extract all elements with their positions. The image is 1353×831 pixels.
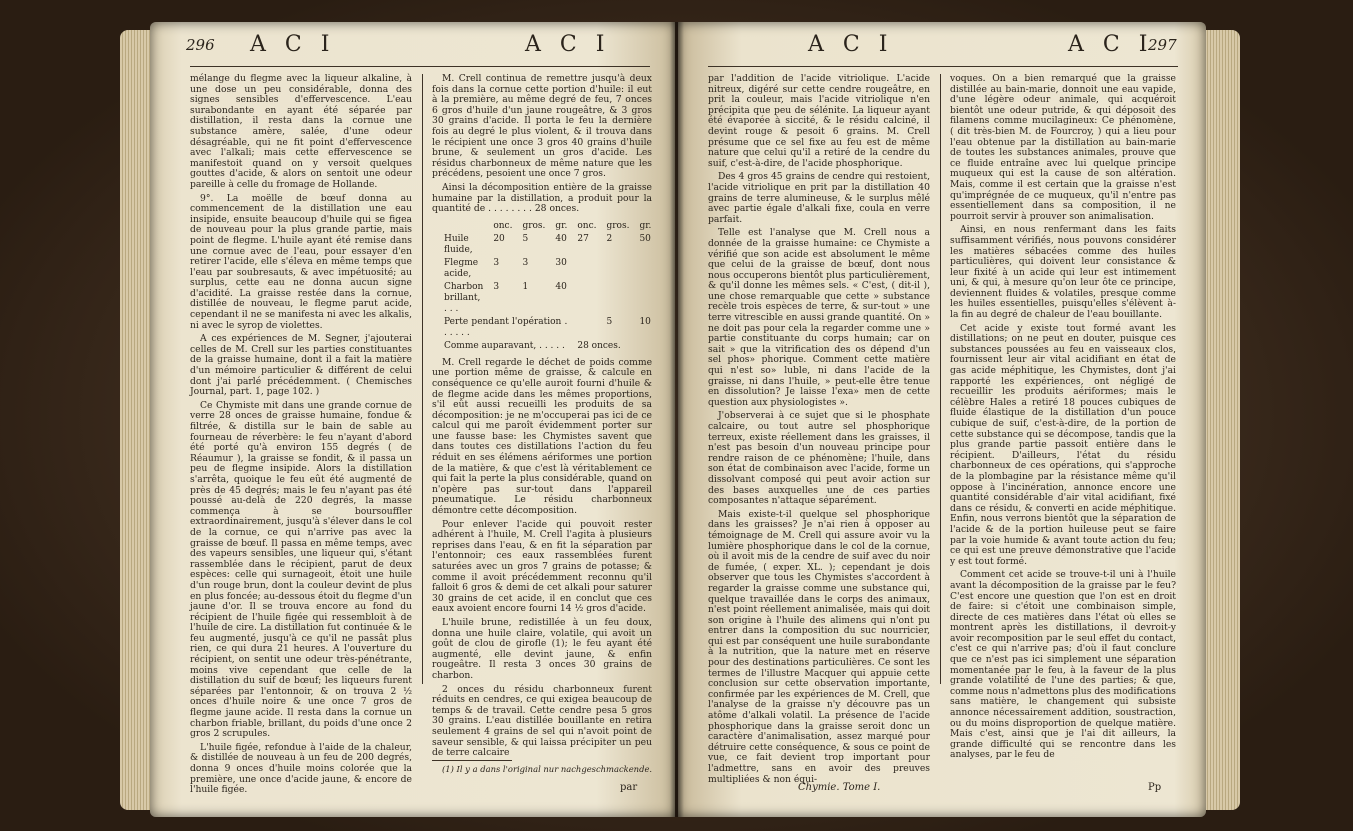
table-row	[440, 234, 655, 256]
head-rule-left	[190, 66, 650, 67]
table-cell: 40	[555, 281, 567, 292]
table-cell: gr.	[555, 220, 568, 231]
right-page	[678, 22, 1206, 817]
page-edges-left	[120, 30, 152, 810]
column-rule-right	[940, 74, 941, 684]
table-cell: 27	[577, 233, 589, 244]
table-cell: onc.	[577, 220, 597, 231]
table-cell: 1	[522, 281, 529, 292]
table-total-row	[440, 341, 655, 352]
paragraph: 9°. La moëlle de bœuf donna au commencement de la distillation une eau insipide, ensuite beaucoup d'huile qui se figea de nouveau pour la plus grande partie, mais point de flegme. L'huile ayant été remise dans une cornue avec de l'eau, pour essayer d'en retirer l'acide, elle s'éleva en même temps que l'eau par soubresauts, & avec impétuosité; au surplus, cette eau ne donna aucun signe d'acidité. La graisse restée dans la cornue, distillée de nouveau, le flegme parut acide, cependant il ne se manifesta ni avec les alkalis, ni avec le syrop de violettes.	[190, 192, 412, 331]
paragraph: Pour enlever l'acide qui pouvoit rester adhérent à l'huile, M. Crell l'agita à plusieurs reprises dans l'eau, & en fit la séparation par l'entonnoir; ces eaux rassemblées furent saturées avec un gros 7 grains de potasse; & comme il avoit précédemment reconnu qu'il falloit 6 gros & demi de cet alkali pour saturer 30 grains de cet acide, il en conclut que ces eaux avoient encore fourni 14 ½ gros d'acide.	[432, 518, 652, 615]
page-edges-right	[1204, 30, 1240, 810]
book-gutter	[670, 22, 684, 817]
paragraph: Mais existe-t-il quelque sel phosphorique dans les graisses? Je n'ai rien à opposer au témoignage de M. Crell qui assure avoir vu la lumière phosphorique dans le col de la cornue, où il avoit mis de la cendre de suif avec du noir de fumée, ( exper. XL. ); cependant je dois observer que tous les Chymistes s'accordent à regarder la graisse comme une substance qui, quelque travaillée dans le corps des animaux, n'est point réellement animalisée, mais qui doit son origine à l'huile des alimens qui n'ont pu entrer dans la composition du suc nourricier, qui est par conséquent une huile surabondante à la nutrition, que la nature met en réserve pour des destinations particulières. Ce sont les termes de l'illustre Macquer qui appuie cette conclusion sur cette observation importante, confirmée par les expériences de M. Crell, que l'analyse de la graisse n'y découvre pas un atôme d'alkali volatil. La présence de l'acide phosphorique dans la graisse seroit donc un caractère d'animalisation, assez marqué pour détruire cette conséquence, & sous ce point de vue, ce fait devient trop important pour l'admettre, sans en avoir des preuves multipliées & non équi-	[708, 508, 930, 785]
table-cell: 3	[522, 257, 529, 268]
table-cell: 5	[606, 316, 613, 327]
distillation-table	[438, 219, 657, 354]
running-head-right-2: A C I	[1068, 32, 1154, 57]
paragraph: A ces expériences de M. Segner, j'ajouterai celles de M. Crell sur les parties constituantes de la graisse humaine, dont il a fait la matière d'un mémoire particulier & différent de celui dont j'ai parlé précédemment. ( Chemisches Journal, part. 1, page 102. )	[190, 333, 412, 398]
table-row	[440, 317, 655, 339]
table-cell: gros.	[606, 220, 630, 231]
left-column-1	[190, 74, 412, 799]
table-cell: 5	[522, 233, 529, 244]
page-number-left: 296	[186, 36, 215, 54]
paragraph: mélange du flegme avec la liqueur alkaline, à une dose un peu considérable, donna des signes sensibles d'effervescence. L'eau surabondante en ayant été séparée par distillation, il resta dans la cornue une substance amère, salée, d'une odeur désagréable, qui ne fit point d'effervescence avec l'alkali; mais cette effervescence se manifestoit quand on y versoit quelques gouttes d'acide, & alors on sentoit une odeur pareille à celle du fromage de Hollande.	[190, 73, 412, 190]
right-column-1	[708, 74, 930, 788]
paragraph: par l'addition de l'acide vitriolique. L'acide nitreux, digéré sur cette cendre rougeâtre, en prit la couleur, mais l'acide vitriolique n'en précipita que peu de sélénite. La liqueur ayant été évaporée à siccité, & le résidu calciné, il devint rouge & pesoit 6 grains. M. Crell présume que ce sel fixe au feu est de même nature que celui qu'il a retiré de la cendre du suif, c'est-à-dire, de l'acide phosphorique.	[708, 73, 930, 169]
table-cell: Perte pendant l'opération . . . . . .	[444, 316, 568, 338]
table-cell: Huile fluide,	[444, 233, 473, 255]
table-cell: 10	[639, 316, 651, 327]
table-cell: 50	[639, 233, 651, 244]
paragraph: Comment cet acide se trouve-t-il uni à l'huile avant la décomposition de la graisse par le feu? C'est encore une question que l'on est en droit de faire: si c'étoit une combinaison simple, directe de ces matières dans l'état où elles se montrent après les distillations, il devroit-y avoir recomposition par le seul effet du contact, c'est ce qui n'arrive pas; d'où il faut conclure que ce n'est pas ici simplement une séparation momentanée par le feu, à la faveur de la plus grande volatilité de l'une des parties; & que, comme nous n'admettons plus des modifications sans matière, le changement qui subsiste annonce nécessairement addition, soustraction, ou du moins disproportion de quelque matière. Mais c'est, ainsi que je l'ai dit ailleurs, la grande difficulté qui se rencontre dans les analyses, par le feu de	[950, 569, 1176, 761]
table-cell: 20	[493, 233, 505, 244]
paragraph: Cet acide y existe tout formé avant les distillations; on ne peut en douter, puisque ces substances poussées au feu en vaisseaux clos, fournissent leur air vital acidifiant en état de gas acide méphitique, les Chymistes, dont j'ai rapporté les expériences, ont négligé de recueillir les produits aériformes; mais le célèbre Hales a retiré 18 pouces cubiques de fluide élastique de la distillation d'un pouce cubique de suif, c'est-à-dire, de la portion de cette substance qui se décompose, tandis que la plus grande partie passoit entière dans le récipient. D'ailleurs, l'état du résidu charbonneux de ces opérations, qui s'approche de la plombagine par la résistance même qu'il oppose à l'incinération, annonce encore une quantité considérable d'air vital acidifiant, fixé dans ce résidu, & converti en acide méphitique. Enfin, nous verrons bientôt que la séparation de l'acide & de la portion huileuse peut se faire par la voie humide & avant toute action du feu; ce qui est une preuve démonstrative que l'acide y est tout formé.	[950, 322, 1176, 567]
left-page	[150, 22, 675, 817]
paragraph: Ainsi la décomposition entière de la graisse humaine par la distillation, a produit pour la quantité de . . . . . . . . 28 onces.	[432, 181, 652, 215]
column-rule-left	[422, 74, 423, 684]
signature-mark: Pp	[1148, 782, 1162, 793]
running-head-left-1: A C I	[250, 32, 336, 57]
table-cell: gros.	[522, 220, 546, 231]
paragraph: L'huile figée, refondue à l'aide de la chaleur, & distillée de nouveau à un feu de 200 degrés, donna 9 onces d'huile moins colorée que la première, une once d'acide jaune, & encore de l'huile figée.	[190, 741, 412, 796]
page-number-right: 297	[1148, 36, 1177, 54]
paragraph: Ce Chymiste mit dans une grande cornue de verre 28 onces de graisse humaine, fondue & filtrée, & distilla sur le bain de sable au fourneau de réverbère: le feu n'ayant d'abord été porté qu'à environ 155 degrés ( de Réaumur ), la graisse se fondit, & il passa un peu de flegme insipide. Alors la distillation s'arrêta, quoique le feu eût été augmenté de près de 45 degrés; mais le feu n'ayant pas été poussé au-delà de 220 degrés, la masse commença à se boursouffler extraordinairement, jusqu'à s'élever dans le col de la cornue, ce qui n'arrive pas avec la graisse de bœuf. Il passa en même temps, avec des vapeurs sensibles, une liqueur qui, s'étant rassemblée dans le récipient, parut de deux espèces: celle qui surnageoit, étoit une huile d'un rouge brun, dont la couleur devint de plus en plus foncée; au-dessous étoit du flegme d'un jaune d'or. Il se trouva encore au fond du récipient de l'huile figée qui ressembloit à de l'huile de cire. La distillation fut continuée & le feu augmenté, jusqu'à ce qu'il ne passât plus rien, ce qui dura 21 heures. A l'ouverture du récipient, on sentit une odeur très-pénétrante, moins vive cependant que celle de la distillation du suif de bœuf; les liqueurs furent séparées par l'entonnoir, & on trouva 2 ½ onces d'huile noire & une once 7 gros de flegme jaune acide. Il resta dans la cornue un charbon friable, brillant, du poids d'une once 2 gros 2 scrupules.	[190, 399, 412, 740]
signature-title: Chymie. Tome I.	[798, 782, 881, 793]
table-cell: 3	[493, 281, 500, 292]
table-row	[440, 258, 655, 280]
head-rule-right	[708, 66, 1178, 67]
running-head-left-2: A C I	[525, 32, 611, 57]
table-cell: 30	[555, 257, 567, 268]
paragraph: voques. On a bien remarqué que la graisse distillée au bain-marie, donnoit une eau vapide, d'une légère odeur animale, qui acquéroit bientôt une odeur putride, & qui déposoit des filamens comme mucilagineux: Ce phénomène, ( dit très-bien M. de Fourcroy, ) qui a lieu pour l'eau obtenue par la distillation au bain-marie de toutes les substances animales, prouve que ce fluide entraîne avec lui quelque principe muqueux qui est la cause de son altération. Mais, comme il est certain que la graisse n'est qu'imprégnée de ce muqueux, qu'il n'entre pas essentiellement dans sa composition, il ne pourroit servir à prouver son animalisation.	[950, 73, 1176, 222]
paragraph: Telle est l'analyse que M. Crell nous a donnée de la graisse humaine: ce Chymiste a vérifié que son acide est absolument le même que celui de la graisse de bœuf, dont nous nous occuperons bientôt plus particulièrement, & qu'il donne les mêmes sels. « C'est, ( dit-il ), une chose remarquable que cette » substance recèle trois espèces de terre, & sur-tout » une terre vitrescible en aussi grande quantité. On » ne doit pas pour cela la regarder comme une » partie constituante du corps humain; car on sait » que la vitrification des os dépend d'un sel phos» phorique. Comment cette matière qui n'est so» luble, ni dans l'acide de la graisse, ni dans l'huile, » peut-elle être tenue en dissolution? Je laisse l'exa» men de cette question aux physiologistes ».	[708, 227, 930, 408]
table-cell: 3	[493, 257, 500, 268]
running-head-right-1: A C I	[808, 32, 894, 57]
footnote-rule	[432, 760, 512, 761]
table-cell: Flegme acide,	[444, 257, 479, 279]
table-cell: onc.	[493, 220, 513, 231]
table-cell: Charbon brillant, . . .	[444, 281, 484, 314]
table-header	[440, 221, 655, 232]
paragraph: Ainsi, en nous renfermant dans les faits suffisamment vérifiés, nous pouvons considérer les matières sébacées comme des huiles particulières, qui doivent leur consistance & leur fixité à un acide qui leur est intimement uni, & qui, à mesure qu'on leur ôte ce principe, deviennent fluides & volatiles, presque comme les huiles essentielles, puisqu'elles s'élèvent à-la fin au degré de chaleur de l'eau bouillante.	[950, 224, 1176, 321]
table-cell: 2	[606, 233, 613, 244]
catchword: par	[620, 782, 638, 793]
table-cell: gr.	[639, 220, 652, 231]
footnote: (1) Il y a dans l'original nur nachgeschmackende.	[442, 764, 653, 774]
table-row	[440, 282, 655, 315]
table-total-value: 28 onces.	[577, 340, 621, 351]
left-column-2	[432, 74, 652, 762]
paragraph: 2 onces du résidu charbonneux furent réduits en cendres, ce qui exigea beaucoup de temps & de travail. Cette cendre pesa 5 gros 30 grains. L'eau distillée bouillante en retira seulement 4 grains de sel qui n'avoit point de saveur sensible, & qui laissa précipiter un peu de terre calcaire	[432, 683, 652, 759]
paragraph: M. Crell regarde le déchet de poids comme une portion même de graisse, & calcule en conséquence ce qu'elle auroit fourni d'huile & de flegme acide dans les mêmes proportions, s'il eût aussi recueilli les produits de sa décomposition: je ne m'occuperai pas ici de ce calcul qui me paroît évidemment porter sur une fausse base: les Chymistes savent que dans toutes ces distillations l'action du feu réduit en ses élémens aériformes une portion de la matière, & que c'est là véritablement ce qui fait la perte la plus considérable, quand on n'opère pas sur-tout dans l'appareil pneumatique. Le résidu charbonneux démontre cette décomposition.	[432, 356, 652, 517]
paragraph: L'huile brune, redistillée à un feu doux, donna une huile claire, volatile, qui avoit un goût de clou de girofle (1); le feu ayant été augmenté, elle devint jaune, & enfin rougeâtre. Il resta 3 onces 30 grains de charbon.	[432, 616, 652, 681]
paragraph: Des 4 gros 45 grains de cendre qui restoient, l'acide vitriolique en prit par la distillation 40 grains de terre alumineuse, & le surplus mêlé avec partie égale d'alkali fixe, coula en verre parfait.	[708, 171, 930, 225]
paragraph: M. Crell continua de remettre jusqu'à deux fois dans la cornue cette portion d'huile: il eut à la première, au même degré de feu, 7 onces 6 gros d'huile d'un jaune rougeâtre, & 3 gros 30 grains d'acide. Il porta le feu la dernière fois au degré le plus violent, & il trouva dans le récipient une once 3 gros 40 grains d'huile brune, & seulement un gros d'acide. Les résidus charbonneux de même nature que les précédens, pesoient une once 7 gros.	[432, 73, 652, 180]
right-column-2	[950, 74, 1176, 764]
table-cell: 40	[555, 233, 567, 244]
table-total-label: Comme auparavant, . . . . .	[444, 340, 565, 351]
paragraph: J'observerai à ce sujet que si le phosphate calcaire, ou tout autre sel phosphorique terreux, existe réellement dans les graisses, il n'est pas besoin d'un nouveau principe pour rendre raison de ce phénomène; l'huile, dans son état de combinaison avec l'acide, forme un dissolvant composé qui peut avoir action sur des bases auxquelles une de ces parties composantes n'attaque séparément.	[708, 410, 930, 507]
